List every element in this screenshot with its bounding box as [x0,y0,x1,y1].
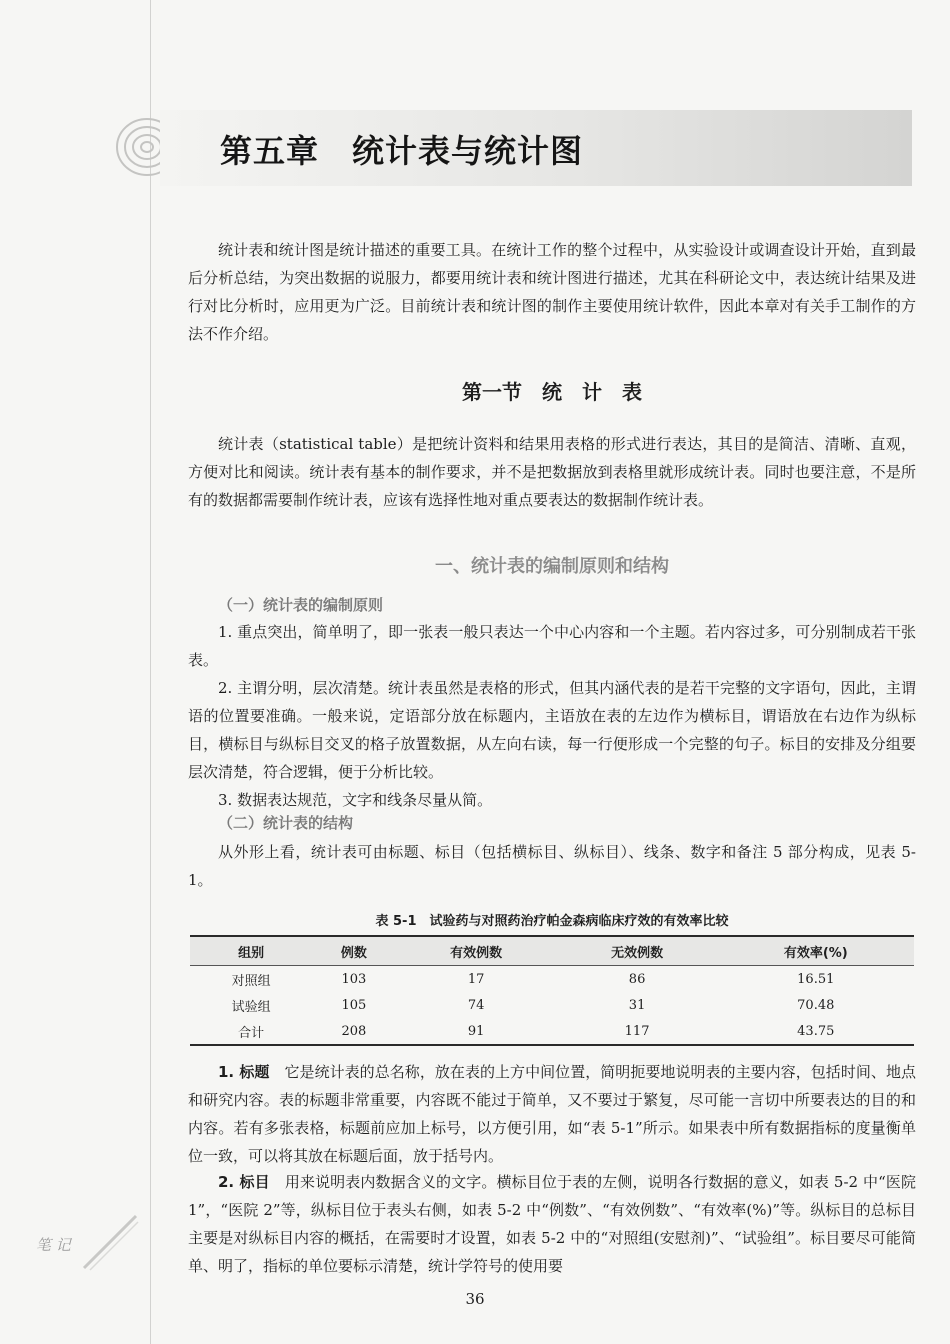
table-header-cell: 组别 [190,936,312,966]
title-explanation-text: 它是统计表的总名称，放在表的上方中间位置，简明扼要地说明表的主要内容，包括时间、地点和研究内容。表的标题非常重要，内容既不能过于简单，又不要过于繁复，尽可能一言切中所要表达的目的和内容。若有多张表格，标题前应加上标号，以方便引用，如“表 5-1”所示。如果表中所有数据指标的度量衡单位一致，可以将其放在标题后面，放于括号内。 [188,1063,916,1165]
table-cell: 43.75 [718,1018,914,1045]
table-cell: 16.51 [797,971,835,987]
table-row [190,1018,914,1045]
principle-3: 3. 数据表达规范，文字和线条尽量从简。 [218,791,493,809]
statistics-table [190,935,914,1046]
subsection-heading-principles: （一）统计表的编制原则 [218,596,384,614]
table-cell: 86 [628,971,646,987]
table-header-cell: 有效例数 [396,936,557,966]
chapter-title: 第五章 统计表与统计图 [220,132,584,170]
heading-term: 2. 标目 [218,1173,270,1191]
principle-1: 1. 重点突出，简单明了，即一张表一般只表达一个中心内容和一个主题。若内容过多，可分别制成若干张表。 [188,623,916,669]
heading-explanation-paragraph [188,1168,916,1280]
table-header-cell: 有效率(%) [718,936,914,966]
table-cell: 74 [467,997,485,1013]
table-header-cell: 无效例数 [557,936,718,966]
table-caption: 表 5-1 试验药与对照药治疗帕金森病临床疗效的有效率比较 [375,914,729,929]
table-cell: 对照组 [231,973,271,989]
heading-explanation-text: 用来说明表内数据含义的文字。横标目位于表的左侧，说明各行数据的意义，如表 5-2 中“医院 1”，“医院 2”等，纵标目位于表头右侧，如表 5-2 中“例数”、“有效例数”、“有效率(%)”等。纵标目的总标目主要是对纵标目内容的概括，在需要时才设置，如表 5-2 中的“对照组(安慰剂)”、“试验组”。标目要尽可能简单、明了，指标的单位要标示清楚，统计学符号的使用要 [188,1173,916,1275]
table-cell: 合计 [190,1018,312,1045]
title-explanation-paragraph [188,1058,916,1170]
principle-2: 2. 主谓分明，层次清楚。统计表虽然是表格的形式，但其内涵代表的是若干完整的文字语句，因此，主谓语的位置要准确。一般来说，定语部分放在标题内，主语放在表的左边作为横标目，谓语放在右边作为纵标目，横标目与纵标目交叉的格子放置数据，从左向右读，每一行便形成一个完整的句子。标目的安排及分组要层次清楚，符合逻辑，便于分析比较。 [188,679,916,781]
table-row [190,966,914,993]
subsection-heading-structure: （二）统计表的结构 [218,814,354,832]
table-cell: 17 [467,971,485,987]
table-cell: 91 [396,1018,557,1045]
intro-paragraph: 统计表和统计图是统计描述的重要工具。在统计工作的整个过程中，从实验设计或调查设计开始，直到最后分析总结，为突出数据的说服力，都要用统计表和统计图进行描述，尤其在科研论文中，表达统计结果及进行对比分析时，应用更为广泛。目前统计表和统计图的制作主要使用统计软件，因此本章对有关手工制作的方法不作介绍。 [188,241,916,343]
structure-paragraph: 从外形上看，统计表可由标题、标目（包括横标目、纵标目）、线条、数字和备注 5 部分构成，见表 5-1。 [188,843,916,889]
table-cell: 103 [341,971,367,987]
subsection-title: 一、统计表的编制原则和结构 [435,556,669,577]
table-cell: 试验组 [231,999,271,1015]
section-title: 第一节 统 计 表 [462,380,642,404]
margin-divider [150,0,151,1344]
section-paragraph: 统计表（statistical table）是把统计资料和结果用表格的形式进行表达，其目的是简洁、清晰、直观，方便对比和阅读。统计表有基本的制作要求，并不是把数据放到表格里就形成统计表。同时也要注意，不是所有的数据都需要制作统计表，应该有选择性地对重点要表达的数据制作统计表。 [188,435,916,509]
table-cell: 117 [557,1018,718,1045]
table-cell: 208 [312,1018,395,1045]
table-header-row [190,936,914,966]
table-cell: 105 [341,997,367,1013]
pencil-icon [78,1210,142,1274]
table-cell: 70.48 [797,997,835,1013]
title-term: 1. 标题 [218,1063,270,1081]
notes-label: 笔 记 [36,1236,71,1254]
page-number: 36 [465,1290,485,1308]
table-row [190,992,914,1018]
table-header-cell: 例数 [312,936,395,966]
table-cell: 31 [628,997,646,1013]
